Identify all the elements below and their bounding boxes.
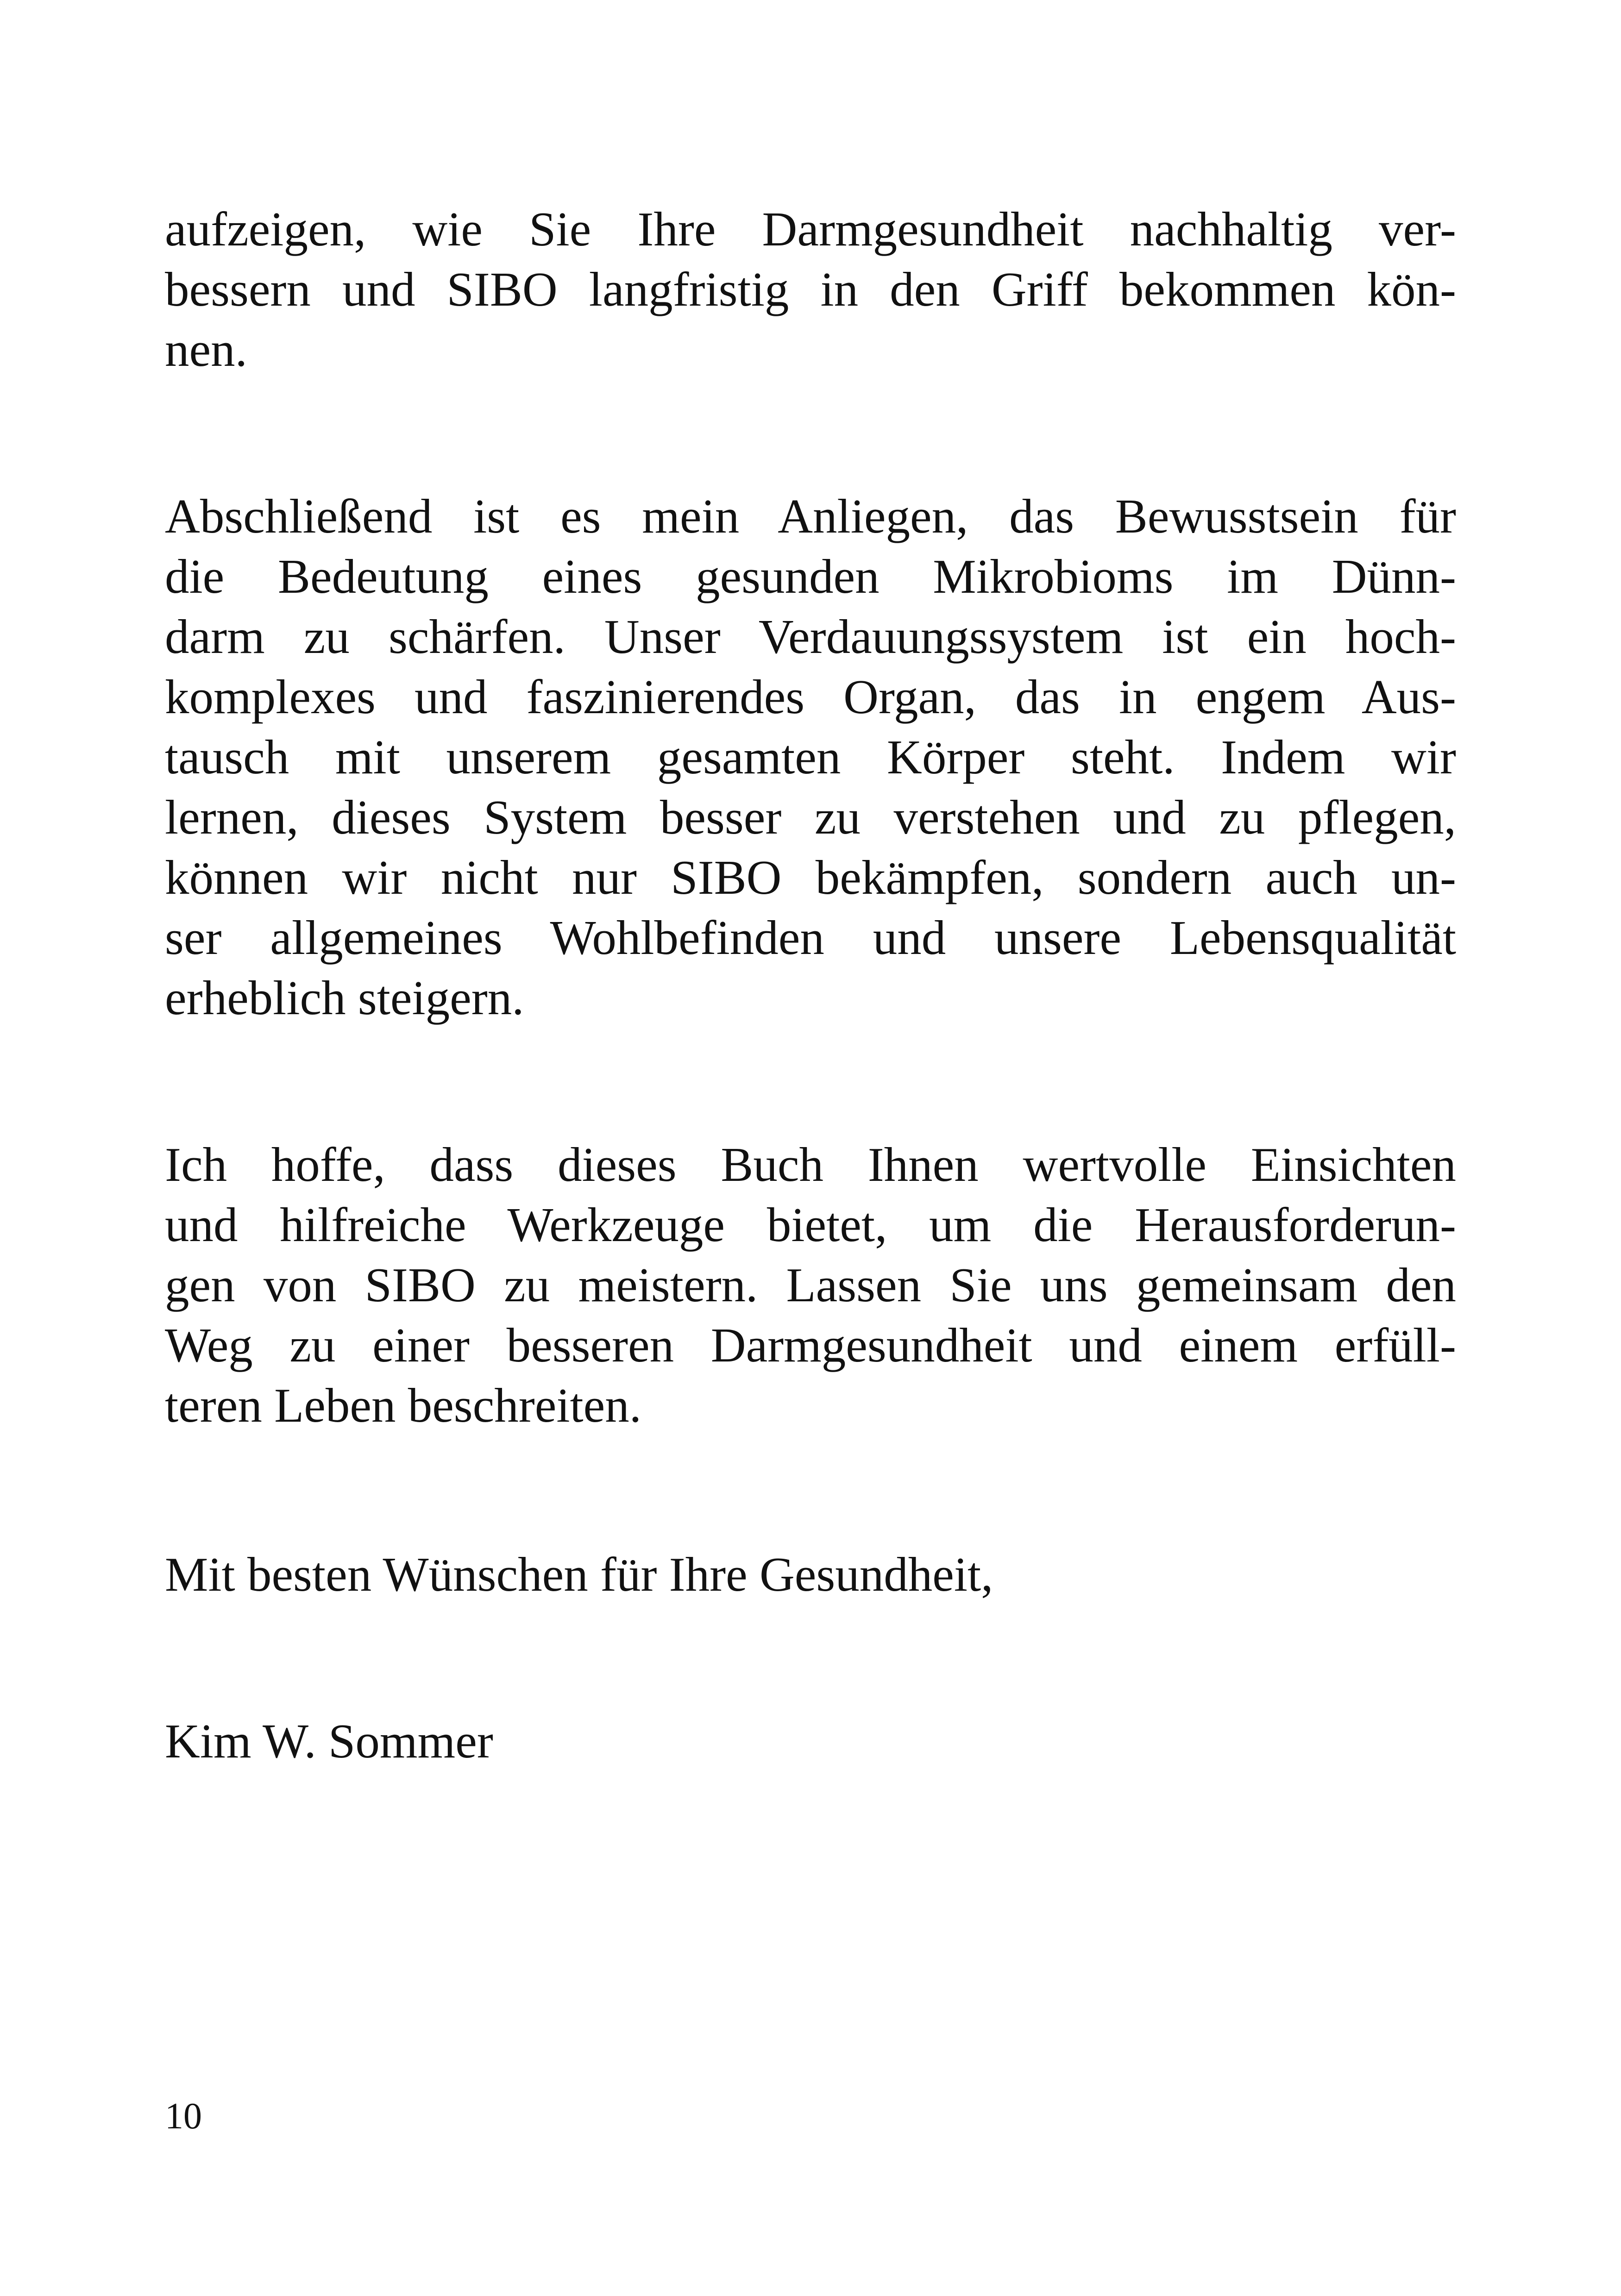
paragraph-3-line-2: und hilfreiche Werkzeuge bietet, um die Herausforderun- [165, 1198, 1456, 1252]
paragraph-1-line-2: bessern und SIBO langfristig in den Griff bekommen kön- [165, 262, 1456, 316]
paragraph-3-line-5: teren Leben beschreiten. [165, 1378, 642, 1432]
paragraph-2-line-8: ser allgemeines Wohlbefinden und unsere Lebensqualität [165, 910, 1456, 965]
paragraph-2-line-9: erheblich steigern. [165, 971, 524, 1025]
paragraph-2-line-4: komplexes und faszinierendes Organ, das in engem Aus- [165, 670, 1456, 724]
paragraph-2-line-1: Abschließend ist es mein Anliegen, das Bewusstsein für [165, 489, 1456, 543]
closing-line: Mit besten Wünschen für Ihre Gesundheit, [165, 1547, 993, 1601]
author-signature: Kim W. Sommer [165, 1714, 493, 1768]
paragraph-1-line-3: nen. [165, 322, 247, 376]
paragraph-3-line-4: Weg zu einer besseren Darmgesundheit und einem erfüll- [165, 1318, 1456, 1372]
paragraph-2-line-7: können wir nicht nur SIBO bekämpfen, sondern auch un- [165, 850, 1456, 904]
page-number: 10 [165, 2096, 202, 2137]
paragraph-3-line-3: gen von SIBO zu meistern. Lassen Sie uns gemeinsam den [165, 1258, 1456, 1312]
paragraph-3-line-1: Ich hoffe, dass dieses Buch Ihnen wertvolle Einsichten [165, 1137, 1456, 1192]
paragraph-2-line-5: tausch mit unserem gesamten Körper steht. Indem wir [165, 730, 1456, 784]
paragraph-2-line-3: darm zu schärfen. Unser Verdauungssystem ist ein hoch- [165, 609, 1456, 664]
paragraph-2-line-2: die Bedeutung eines gesunden Mikrobioms im Dünn- [165, 549, 1456, 603]
paragraph-2-line-6: lernen, dieses System besser zu verstehen und zu pflegen, [165, 790, 1456, 844]
paragraph-1-line-1: aufzeigen, wie Sie Ihre Darmgesundheit nachhaltig ver- [165, 202, 1456, 256]
